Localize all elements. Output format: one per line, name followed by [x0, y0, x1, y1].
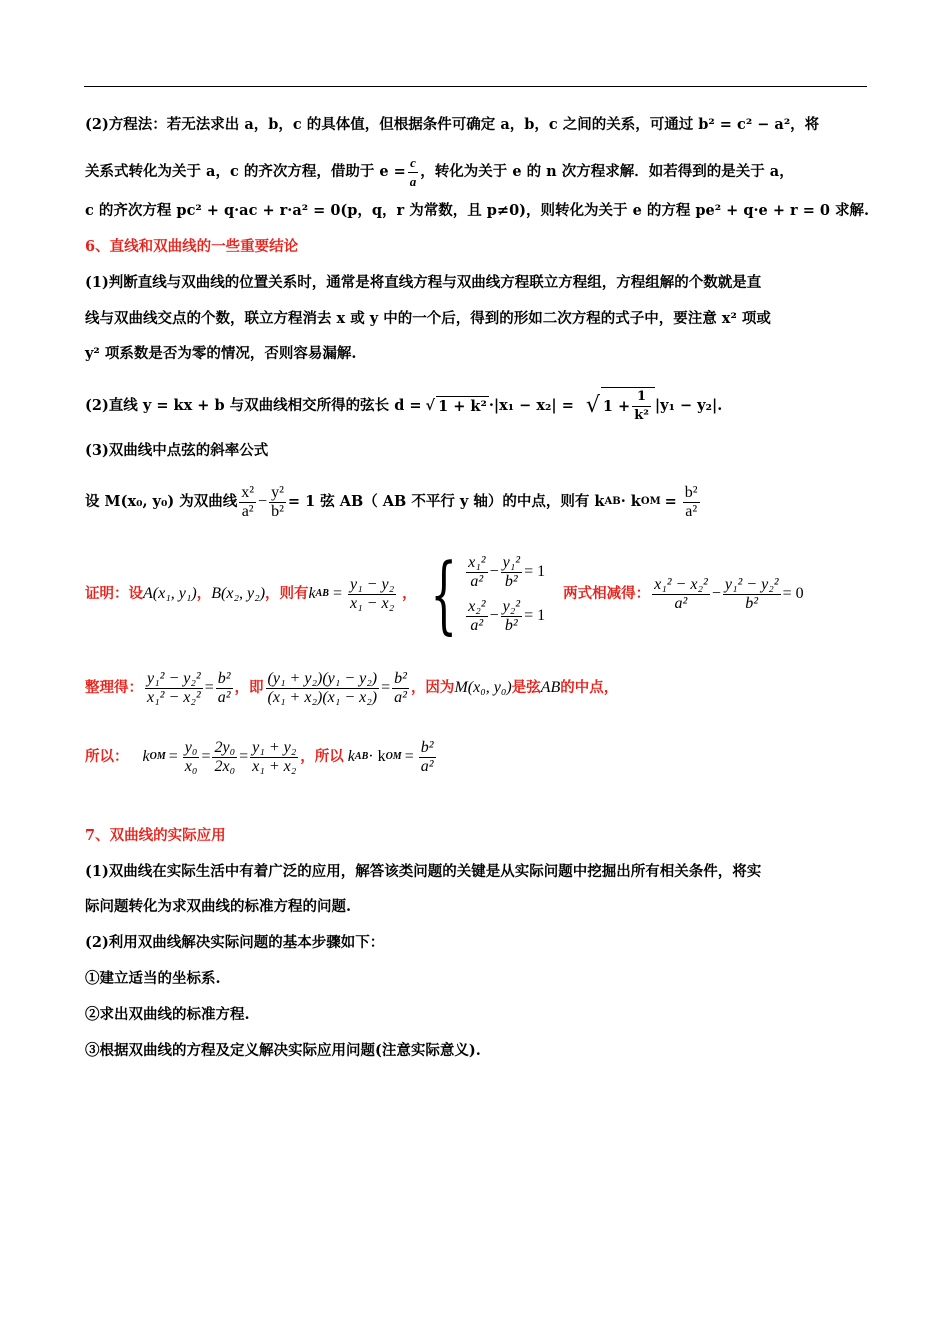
sec6-p1-line1: (1)判断直线与双曲线的位置关系时，通常是将直线方程与双曲线方程联立方程组，方程组解的个数就是直 — [85, 274, 762, 291]
arr-because: ，因为 — [410, 679, 455, 696]
sub-d2: b² — [745, 594, 759, 612]
sys1-d2: b² — [504, 572, 518, 590]
sec6-heading: 6、直线和双曲线的一些重要结论 — [85, 238, 299, 255]
equation-system — [464, 550, 545, 638]
sub-n2: y₁² − y₂² — [724, 575, 779, 593]
arr-d4: a² — [394, 688, 407, 706]
arr-ie: ，即 — [234, 679, 264, 696]
p4-rnum: b² — [684, 483, 698, 501]
p4-sub1: AB — [604, 496, 621, 507]
sub-n1: x₁² − x₂² — [654, 575, 708, 593]
so-k2sub: AB — [354, 751, 369, 762]
p4-eq: = — [664, 493, 677, 510]
so-ksub: OM — [149, 751, 166, 762]
sys2-d2: b² — [504, 616, 518, 634]
sec6-p1-line3: y² 项系数是否为零的情况，否则容易漏解. — [85, 345, 357, 362]
e-fraction-num: c — [408, 154, 419, 173]
arr-n4: b² — [394, 669, 407, 687]
sec5-p2-line1: (2)方程法：若无法求出 a，b，c 的具体值，但根据条件可确定 a，b，c 之间的关系，可通过 b² = c² − a²，将 — [85, 116, 820, 133]
arr-label: 整理得： — [85, 679, 143, 696]
header-rule — [84, 86, 867, 87]
sec6-p4 — [85, 478, 867, 526]
arr-n3: (y₁ + y₂)(y₁ − y₂) — [267, 669, 378, 687]
so-k: k — [142, 748, 150, 765]
sec7-heading: 7、双曲线的实际应用 — [85, 827, 226, 844]
arr-tail: 是弦 — [511, 679, 541, 696]
p4-a: 设 M(x₀, y₀) 为双曲线 — [85, 493, 238, 510]
so-d4: a² — [420, 757, 434, 775]
arr-n1: y₁² − y₂² — [147, 669, 201, 687]
so-d2: 2x₀ — [214, 757, 236, 775]
system-brace: { — [430, 545, 457, 643]
arr-d3: (x₁ + x₂)(x₁ − x₂) — [267, 688, 378, 706]
proof-den: x₁ − x₂ — [350, 594, 395, 612]
sec7-p1-line1: (1)双曲线在实际生活中有着广泛的应用，解答该类问题的关键是从实际问题中挖掘出所有相关条件，将实 — [85, 863, 762, 880]
so-d3: x₁ + x₂ — [252, 757, 297, 775]
proof-ksub: AB — [315, 588, 329, 599]
so-n1: y₀ — [184, 738, 198, 756]
chord-sqrt2 — [601, 387, 655, 425]
so-k3sub: OM — [385, 751, 402, 762]
arr-m: M(x₀, y₀) — [454, 679, 512, 696]
chord-sqrt2-num: 1 — [632, 388, 651, 407]
sub-rhs: = 0 — [782, 585, 804, 602]
chord-sqrt2-prefix: 1 + — [602, 397, 631, 415]
sys1-rhs: = 1 — [524, 563, 546, 580]
sys2-n1: x₂² — [468, 597, 486, 615]
so-n3: y₁ + y₂ — [252, 738, 297, 756]
p4-den2: b² — [271, 502, 284, 520]
system-eq2: $\frac{\text{x₂²}}{\text{a²}}$ − $\frac{\text{y₂²}}{\text{b²}}$ = 1 — [468, 597, 546, 634]
e-fraction — [408, 154, 419, 191]
arr-n2: b² — [217, 669, 231, 687]
chord-suffix: |y₁ − y₂|. — [654, 397, 723, 414]
p4-num2: y² — [271, 483, 284, 501]
sys1-n2: y₁² — [502, 553, 521, 571]
sec7-step1: ①建立适当的坐标系. — [85, 970, 221, 987]
arr-ab: AB — [540, 679, 561, 696]
proof-a: A(x₁, y₁) — [143, 585, 197, 602]
chord-sqrt1: 1 + k² — [438, 397, 487, 415]
proof-k: k — [308, 585, 316, 602]
so-dot: · k — [368, 748, 386, 765]
sys2-d1: a² — [470, 616, 484, 634]
so-label: 所以： — [85, 748, 129, 765]
sec5-p2-line2-a: 关系式转化为关于 a，c 的齐次方程，借助于 e = — [85, 163, 406, 180]
p4-minus: − — [258, 493, 268, 510]
p4-num1: x² — [241, 483, 255, 501]
proof-then: ，则有 — [265, 585, 309, 602]
p4-sub2: OM — [640, 496, 661, 507]
chord-mid: ·|x₁ − x₂| = — [488, 397, 574, 414]
so-k2: k — [347, 748, 355, 765]
p4-dot: · k — [620, 493, 641, 510]
so-n2: 2y₀ — [214, 738, 236, 756]
sec5-p2-line2-b: ，转化为关于 e 的 n 次方程求解．如若得到的是关于 a， — [420, 163, 794, 180]
subtract-label: 两式相减得： — [563, 585, 651, 602]
sec7-p2: (2)利用双曲线解决实际问题的基本步骤如下： — [85, 934, 385, 951]
proof-num: y₁ − y₂ — [350, 575, 395, 593]
so-d1: x₀ — [184, 757, 198, 775]
sec7-step3: ③根据双曲线的方程及定义解决实际应用问题(注意实际意义). — [85, 1042, 481, 1059]
sys2-n2: y₂² — [502, 597, 521, 615]
chord-prefix: (2)直线 y = kx + b 与双曲线相交所得的弦长 d = — [85, 397, 422, 414]
sys1-n1: x₁² — [468, 553, 486, 571]
e-fraction-den: a — [409, 173, 417, 189]
arr-end: 的中点， — [560, 679, 619, 696]
sec7-step2: ②求出双曲线的标准方程. — [85, 1006, 250, 1023]
proof-comma: ， — [196, 585, 212, 602]
arr-d2: a² — [217, 688, 231, 706]
p4-b: = 1 弦 AB（ AB 不平行 y 轴）的中点，则有 k — [287, 493, 605, 510]
sec6-proof: 证明：设 A(x₁, y₁) ， B(x₂, y₂) ，则有 k AB = $\frac{\text{y₁ − y₂}}{\text{x₁ − x₂}}$ ， { $\frac{\text{x₁²}}{\text{a²}}$ − $\frac{\text{y₁²}}{\text{b²}}$ = 1 $\frac{\text{x₂²}}{\text{a²}}$ − $\frac{\text{y₂²}}{\text{b²}}$ = 1 两式相减得： $\frac{\text{x₁² − x₂²}}{\text{a²}}$ − $\frac{\text{y₁² − y₂²}}{\text{b²}}$ = 0 — [85, 545, 804, 643]
proof-eq: = — [332, 585, 343, 602]
p4-rden: a² — [685, 502, 698, 520]
proof-b: B(x₂, y₂) — [211, 585, 266, 602]
sec5-p2-line2 — [85, 154, 867, 190]
sys1-d1: a² — [470, 572, 484, 590]
sec5-p2-line3: c 的齐次方程 pc² + q·ac + r·a² = 0(p，q，r 为常数，且 p≠0)，则转化为关于 e 的方程 pe² + q·e + r = 0 求解. — [85, 202, 870, 219]
system-eq1: $\frac{\text{x₁²}}{\text{a²}}$ − $\frac{\text{y₁²}}{\text{b²}}$ = 1 — [468, 553, 546, 590]
sec6-p3: (3)双曲线中点弦的斜率公式 — [85, 442, 269, 459]
p4-den1: a² — [241, 502, 254, 520]
so-n4: b² — [420, 738, 434, 756]
arr-d1: x₁² − x₂² — [147, 688, 201, 706]
proof-label: 证明：设 — [85, 585, 143, 602]
so-label2: ，所以 — [300, 748, 344, 765]
sec6-chord-length: (2)直线 y = kx + b 与双曲线相交所得的弦长 d = √ 1 + k² ·|x₁ − x₂| = √ 1 + $\frac{1}{\text{k²}}$ |y₁ − y₂|. — [85, 389, 723, 423]
sec6-arrange: 整理得： $\frac{\text{y₁² − y₂²}}{\text{x₁² − x₂²}}$ = $\frac{\text{b²}}{\text{a²}}$ ，即 $\frac{\text{(y₁ + y₂)(y₁ − y₂)}}{\text{(x₁ + x₂)(x₁ − x₂)}}$ = $\frac{\text{b²}}{\text{a²}}$ ，因为 M(x₀, y₀) 是弦 AB 的中点， — [85, 669, 619, 706]
chord-sqrt2-den: k² — [634, 408, 649, 423]
sec6-so: 所以： k OM = $\frac{\text{y₀}}{\text{x₀}}$ = $\frac{\text{2y₀}}{\text{2x₀}}$ = $\frac{\text{y₁ + y₂}}{\text{x₁ + x₂}}$ ，所以 k AB · k OM = $\frac{\text{b²}}{\text{a²}}$ — [85, 738, 434, 775]
sub-d1: a² — [674, 594, 688, 612]
sec7-p1-line2: 际问题转化为求双曲线的标准方程的问题. — [85, 898, 352, 915]
sys2-rhs: = 1 — [524, 607, 546, 624]
sec6-p1-line2: 线与双曲线交点的个数，联立方程消去 x 或 y 中的一个后，得到的形如二次方程的式子中，要注意 x² 项或 — [85, 310, 771, 327]
